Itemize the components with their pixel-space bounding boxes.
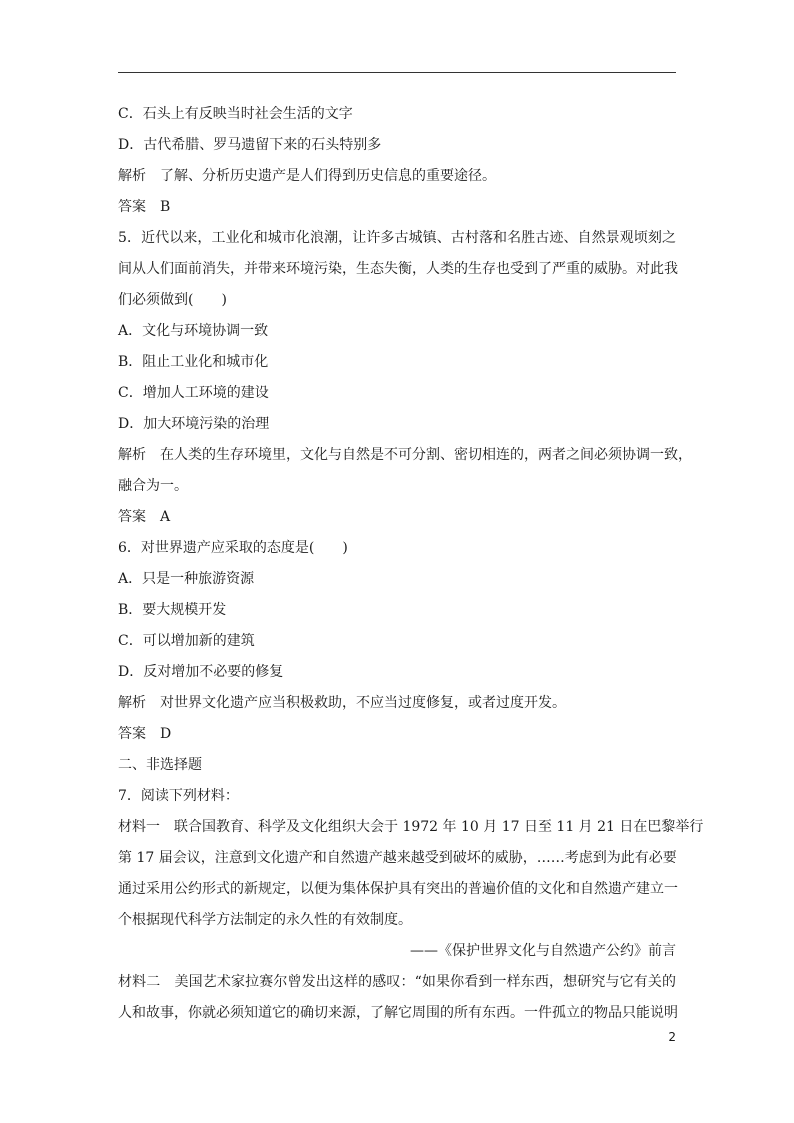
question-line: 7．阅读下列材料：: [118, 788, 239, 804]
analysis-line: 解析 对世界文化遗产应当积极救助，不应当过度修复，或者过度开发。: [118, 695, 566, 711]
material-line: 材料二 美国艺术家拉赛尔曾发出这样的感叹：“如果你看到一样东西，想研究与它有关的: [118, 974, 676, 990]
option-line: C．增加人工环境的建设: [118, 385, 269, 401]
answer-line: 答案 D: [118, 726, 172, 742]
option-line: D．反对增加不必要的修复: [118, 664, 284, 680]
option-line: A．文化与环境协调一致: [118, 323, 269, 339]
question-line: 6．对世界遗产应采取的态度是( ): [118, 540, 348, 556]
option-line: B．要大规模开发: [118, 602, 227, 618]
material-line: 通过采用公约形式的新规定，以便为集体保护具有突出的普遍价值的文化和自然遗产建立一: [118, 881, 678, 897]
option-line: A．只是一种旅游资源: [118, 571, 255, 587]
option-line: C．可以增加新的建筑: [118, 633, 255, 649]
option-line: C．石头上有反映当时社会生活的文字: [118, 106, 353, 122]
document-body: [118, 99, 704, 1029]
question-line: 5．近代以来，工业化和城市化浪潮，让许多古城镇、古村落和名胜古迹、自然景观顷刻之: [118, 230, 676, 246]
analysis-line: 解析 在人类的生存环境里，文化与自然是不可分割、密切相连的，两者之间必须协调一致，: [118, 447, 692, 463]
option-line: B．阻止工业化和城市化: [118, 354, 269, 370]
option-line: D．古代希腊、罗马遗留下来的石头特别多: [118, 137, 382, 153]
analysis-line: 解析 了解、分析历史遗产是人们得到历史信息的重要途径。: [118, 168, 496, 184]
answer-line: 答案 B: [118, 199, 171, 215]
option-line: D．加大环境污染的治理: [118, 416, 270, 432]
page-number: 2: [668, 1030, 676, 1044]
material-line: 人和故事，你就必须知道它的确切来源，了解它周围的所有东西。一件孤立的物品只能说明: [118, 1005, 678, 1021]
question-line: 间从人们面前消失，并带来环境污染，生态失衡，人类的生存也受到了严重的威胁。对此我: [118, 261, 678, 277]
material-line: 第 17 届会议，注意到文化遗产和自然遗产越来越受到破坏的威胁，……考虑到为此有必要: [118, 850, 677, 866]
material-line: 个根据现代科学方法制定的永久性的有效制度。: [118, 912, 412, 928]
material-line: 材料一 联合国教育、科学及文化组织大会于 1972 年 10 月 17 日至 11 月 21 日在巴黎举行: [118, 819, 704, 835]
citation-line: ——《保护世界文化与自然遗产公约》前言: [410, 943, 676, 959]
answer-line: 答案 A: [118, 509, 171, 525]
section-heading: 二、非选择题: [118, 757, 202, 773]
question-line: 们必须做到( ): [118, 292, 227, 308]
header-rule: [118, 72, 676, 73]
analysis-line: 融合为一。: [118, 478, 188, 494]
